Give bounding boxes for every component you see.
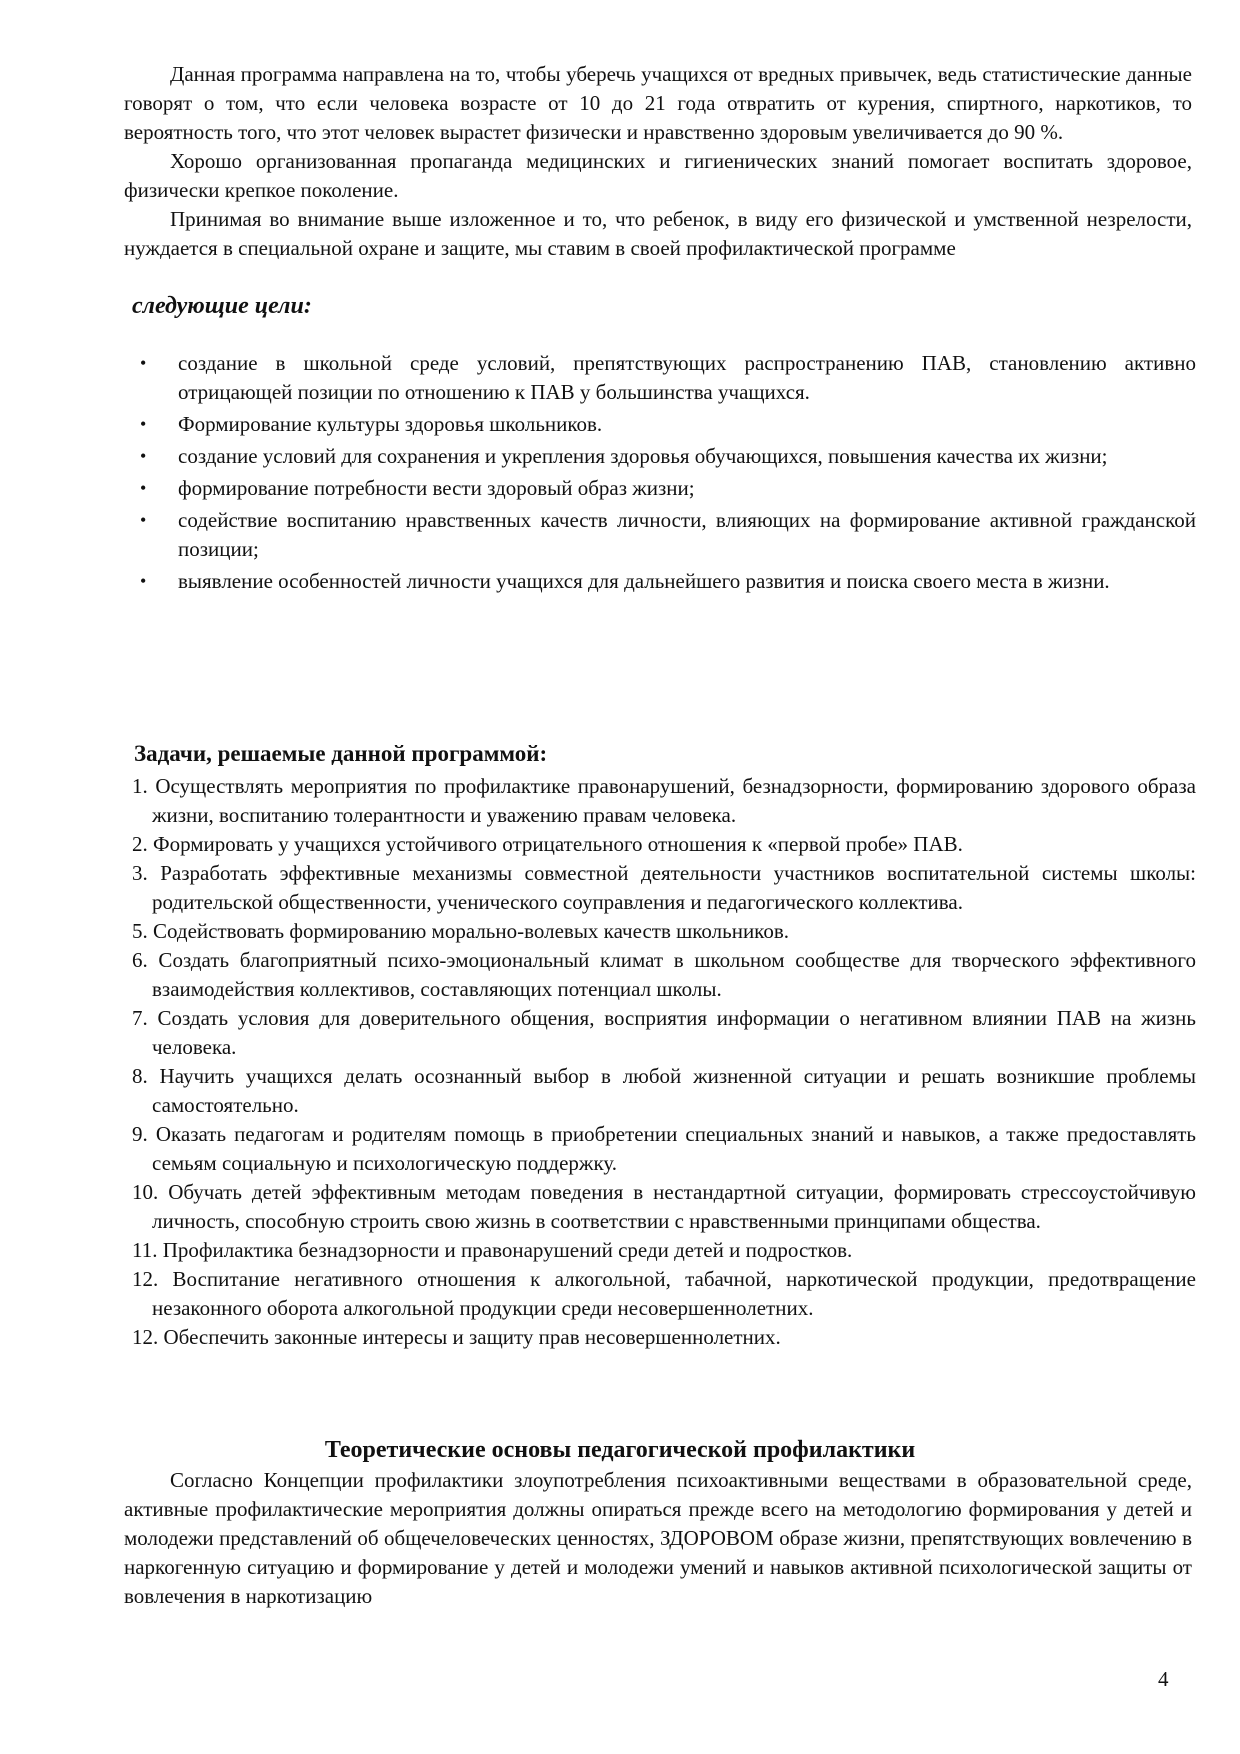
task-item: 9. Оказать педагогам и родителям помощь в приобретении специальных знаний и навыков, а также предоставлять семьям социальную и психологическую поддержку. — [132, 1122, 1196, 1175]
goals-list — [136, 349, 1196, 599]
task-item: 1. Осуществлять мероприятия по профилактике правонарушений, безнадзорности, формированию здорового образа жизни, воспитанию толерантности и уважению правам человека. — [132, 774, 1196, 827]
task-item: 11. Профилактика безнадзорности и правонарушений среди детей и подростков. — [132, 1238, 853, 1262]
goal-item — [136, 442, 1196, 471]
goal-item-text: Формирование культуры здоровья школьников. — [178, 412, 603, 436]
bullet-icon: • — [140, 571, 147, 591]
bullet-icon: • — [140, 478, 147, 498]
goal-item — [136, 349, 1196, 407]
bullet-icon: • — [140, 414, 147, 434]
task-item: 12. Воспитание негативного отношения к алкогольной, табачной, наркотической продукции, предотвращение незаконного оборота алкогольной продукции среди несовершеннолетних. — [132, 1267, 1196, 1320]
intro-paragraph-2: Хорошо организованная пропаганда медицинских и гигиенических знаний помогает воспитать здоровое, физически крепкое поколение. — [124, 149, 1192, 202]
goal-item — [136, 410, 1196, 439]
intro-section — [124, 60, 1192, 263]
bullet-icon: • — [140, 353, 147, 373]
task-item: 10. Обучать детей эффективным методам поведения в нестандартной ситуации, формировать стрессоустойчивую личность, способную строить свою жизнь в соответствии с нравственными принципами общества. — [132, 1180, 1196, 1233]
goal-item-text: выявление особенностей личности учащихся для дальнейшего развития и поиска своего места в жизни. — [178, 569, 1110, 593]
goal-item — [136, 474, 1196, 503]
task-item: 6. Создать благоприятный психо-эмоциональный климат в школьном сообществе для творческого эффективного взаимодействия коллективов, составляющих потенциал школы. — [132, 948, 1196, 1001]
task-item: 8. Научить учащихся делать осознанный выбор в любой жизненной ситуации и решать возникшие проблемы самостоятельно. — [132, 1064, 1196, 1117]
goals-heading: следующие цели: — [132, 293, 312, 319]
theory-heading: Теоретические основы педагогической профилактики — [324, 1437, 916, 1463]
goal-item-text: содействие воспитанию нравственных качеств личности, влияющих на формирование активной гражданской позиции; — [178, 508, 1196, 561]
tasks-list — [132, 772, 1196, 1352]
intro-paragraph-3: Принимая во внимание выше изложенное и то, что ребенок, в виду его физической и умственной незрелости, нуждается в специальной охране и защите, мы ставим в своей профилактической программе — [124, 207, 1192, 260]
theory-paragraph: Согласно Концепции профилактики злоупотребления психоактивными веществами в образовательной среде, активные профилактические мероприятия должны опираться прежде всего на методологию формирования у детей и молодежи представлений об общечеловеческих ценностях, ЗДОРОВОМ образе жизни, препятствующих вовлечению в наркогенную ситуацию и формирование у детей и молодежи умений и навыков активной психологической защиты от вовлечения в наркотизацию — [124, 1468, 1192, 1608]
task-item: 3. Разработать эффективные механизмы совместной деятельности участников воспитательной системы школы: родительской общественности, ученического соуправления и педагогического коллектива. — [132, 861, 1196, 914]
goal-item-text: создание в школьной среде условий, препятствующих распространению ПАВ, становлению активно отрицающей позиции по отношению к ПАВ у большинства учащихся. — [178, 351, 1196, 404]
goal-item — [136, 506, 1196, 564]
goal-item-text: формирование потребности вести здоровый образ жизни; — [178, 476, 695, 500]
intro-paragraph-1: Данная программа направлена на то, чтобы уберечь учащихся от вредных привычек, ведь статистические данные говорят о том, что если человека возрасте от 10 до 21 года отвратить от курения, спиртного, наркотиков, то вероятность того, что этот человек вырастет физически и нравственно здоровым увеличивается до 90 %. — [124, 62, 1192, 144]
goal-item-text: создание условий для сохранения и укрепления здоровья обучающихся, повышения качества их жизни; — [178, 444, 1108, 468]
goal-item — [136, 567, 1196, 596]
task-item: 7. Создать условия для доверительного общения, восприятия информации о негативном влиянии ПАВ на жизнь человека. — [132, 1006, 1196, 1059]
page-number: 4 — [1158, 1667, 1169, 1691]
bullet-icon: • — [140, 446, 147, 466]
bullet-icon: • — [140, 510, 147, 530]
task-item: 2. Формировать у учащихся устойчивого отрицательного отношения к «первой пробе» ПАВ. — [132, 832, 963, 856]
task-item: 5. Содействовать формированию морально-волевых качеств школьников. — [132, 919, 789, 943]
tasks-heading: Задачи, решаемые данной программой: — [134, 741, 548, 766]
task-item: 12. Обеспечить законные интересы и защиту прав несовершеннолетних. — [132, 1325, 781, 1349]
